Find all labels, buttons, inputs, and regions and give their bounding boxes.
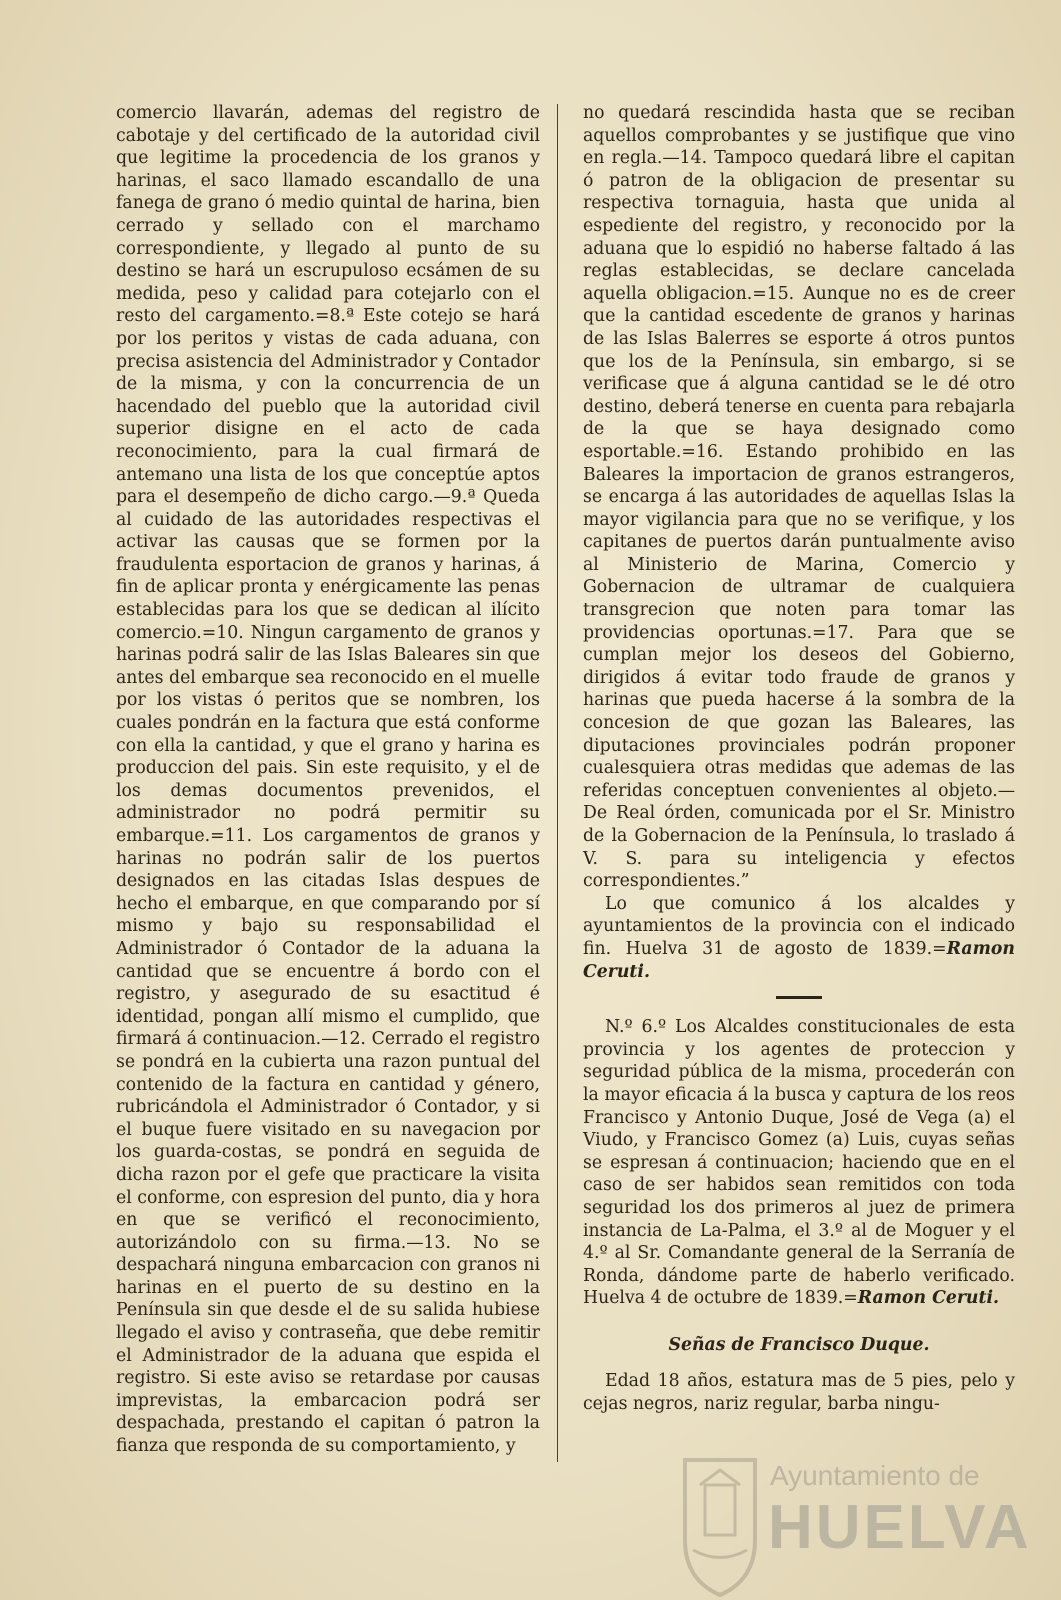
right-paragraph-2 — [583, 893, 1015, 983]
notice-text: N.º 6.º Los Alcaldes constitucionales de esta provincia y los agentes de proteccion y seguridad pública de la misma, procederán con la mayor eficacia á la busca y captura de los reos Francisco y Antonio Duque, José de Vega (a) el Viudo, y Francisco Gomez (a) Luis, cuyas señas se espresan á continuacion; haciendo que en el caso de ser habidos sean remitidos con toda seguridad los dos primeros al juez de primera instancia de La-Palma, el 3.º al de Moguer y el 4.º al Sr. Comandante general de la Serranía de Ronda, dándome parte de haberlo verificado. Huelva 4 de octubre de 1839.= — [583, 1017, 1015, 1309]
left-paragraph: comercio llavarán, ademas del registro de cabotaje y del certificado de la autoridad civil que legitime la procedencia de los granos y harinas, el saco llamado escandallo de una fanega de grano ó medio quintal de harina, bien cerrado y sellado con el marchamo correspondiente, y llegado al punto de su destino se hará un escrupuloso ecsámen de su medida, peso y calidad para cotejarlo con el resto del cargamento.=8.ª Este cotejo se hará por los peritos y vistas de cada aduana, con precisa asistencia del Administrador y Contador de la misma, y con la concurrencia de un hacendado del pueblo que la autoridad civil superior disigne en el acto de cada reconocimiento, para la cual firmará de antemano una lista de los que conceptúe aptos para el desempeño de dicho cargo.—9.ª Queda al cuidado de las autoridades respectivas el activar las causas que se formen por la fraudulenta esportacion de granos y harinas, á fin de aplicar pronta y enérgicamente las penas establecidas para los que se dedican al ilícito comercio.=10. Ningun cargamento de granos y harinas podrá salir de las Islas Baleares sin que antes del embarque sea reconocido en el muelle por los vistas ó peritos que se nombren, los cuales pondrán en la factura que está conforme con ella la cantidad, y que el grano y harina es produccion del pais. Sin este requisito, y el de los demas documentos prevenidos, el administrador no podrá permitir su embarque.=11. Los cargamentos de granos y harinas no podrán salir de los puertos designados en las citadas Islas despues de hecho el embarque, en que comparando por sí mismo y bajo su responsabilidad el Administrador ó Contador de la aduana la cantidad que se encuentre á bordo con el registro, y asegurado de su esactitud é identidad, pongan allí mismo el cumplido, que firmará á continuacion.—12. Cerrado el registro se pondrá en la cubierta una razon puntual del contenido de la factura en cantidad y género, rubricándola el Administrador ó Contador, y si el buque fuere visitado en su navegacion por los guarda-costas, se pondrá en seguida de dicha razon por el gefe que practicare la visita el conforme, con espresion del punto, dia y hora en que se verificó el reconocimiento, autorizándolo con su firma.—13. No se despachará ninguna embarcacion con granos ni harinas en el puerto de su destino en la Península sin que desde el de su salida hubiese llegado el aviso y contraseña, que debe remitir el Administrador de la aduana que espida el registro. Si este aviso se retardase por causas imprevistas, la embarcacion podrá ser despachada, prestando el capitan ó patron la fianza que responda de su comportamiento, y — [116, 103, 540, 1457]
right-paragraph-1: no quedará rescindida hasta que se reciban aquellos comprobantes y se justifique que vino en regla.—14. Tampoco quedará libre el capitan ó patron de la obligacion de presentar su respectiva tornaguia, hasta que unida al espediente del registro, y reconocido por la aduana que lo espidió no haberse faltado á las reglas establecidas, se declare cancelada aquella obligacion.=15. Aunque no es de creer que la cantidad escedente de granos y harinas de las Islas Balerres se esporte á otros puntos que los de la Península, sin embargo, si se verificase que á alguna cantidad se le dé otro destino, deberá tenerse en cuenta para rebajarla de la que se haya designado como esportable.=16. Estando prohibido en las Baleares la importacion de granos estrangeros, se encarga á las autoridades de aquellas Islas la mayor vigilancia para que no se verifique, y los capitanes de puertos darán puntualmente aviso al Ministerio de Marina, Comercio y Gobernacion de ultramar de cualquiera transgrecion que noten para tomar las providencias oportunas.=17. Para que se cumplan mejor los deseos del Gobierno, dirigidos á evitar todo fraude de granos y harinas que pueda hacerse á la sombra de la concesion de que gozan las Baleares, las diputaciones provinciales podrán proponer cualesquiera otras medidas que ademas de las referidas conceptuen convenientes al objeto.—De Real órden, comunicada por el Sr. Ministro de la Gobernacion de la Península, lo traslado á V. S. para su inteligencia y efectos correspondientes.” — [583, 103, 1015, 892]
notice-paragraph — [583, 1016, 1015, 1310]
coat-of-arms-icon — [675, 1440, 765, 1600]
column-divider — [557, 104, 558, 1462]
section-heading: Señas de Francisco Duque. — [668, 1334, 930, 1355]
watermark — [675, 1440, 1055, 1600]
watermark-line-2: HUELVA — [768, 1493, 1032, 1562]
signature-2: Ramon Ceruti. — [857, 1288, 1000, 1309]
watermark-line-1: Ayuntamiento de — [770, 1460, 980, 1491]
signature-1: Ramon Ceruti. — [583, 938, 1015, 982]
section-rule — [776, 996, 822, 999]
description-paragraph: Edad 18 años, estatura mas de 5 pies, pelo y cejas negros, nariz regular, barba ningu- — [583, 1371, 1015, 1415]
left-column — [116, 102, 540, 1458]
right-column — [583, 102, 1015, 1416]
right-paragraph-2-text: Lo que comunico á los alcaldes y ayuntamientos de la provincia con el indicado fin. Huelva 31 de agosto de 1839.= — [583, 893, 1015, 959]
